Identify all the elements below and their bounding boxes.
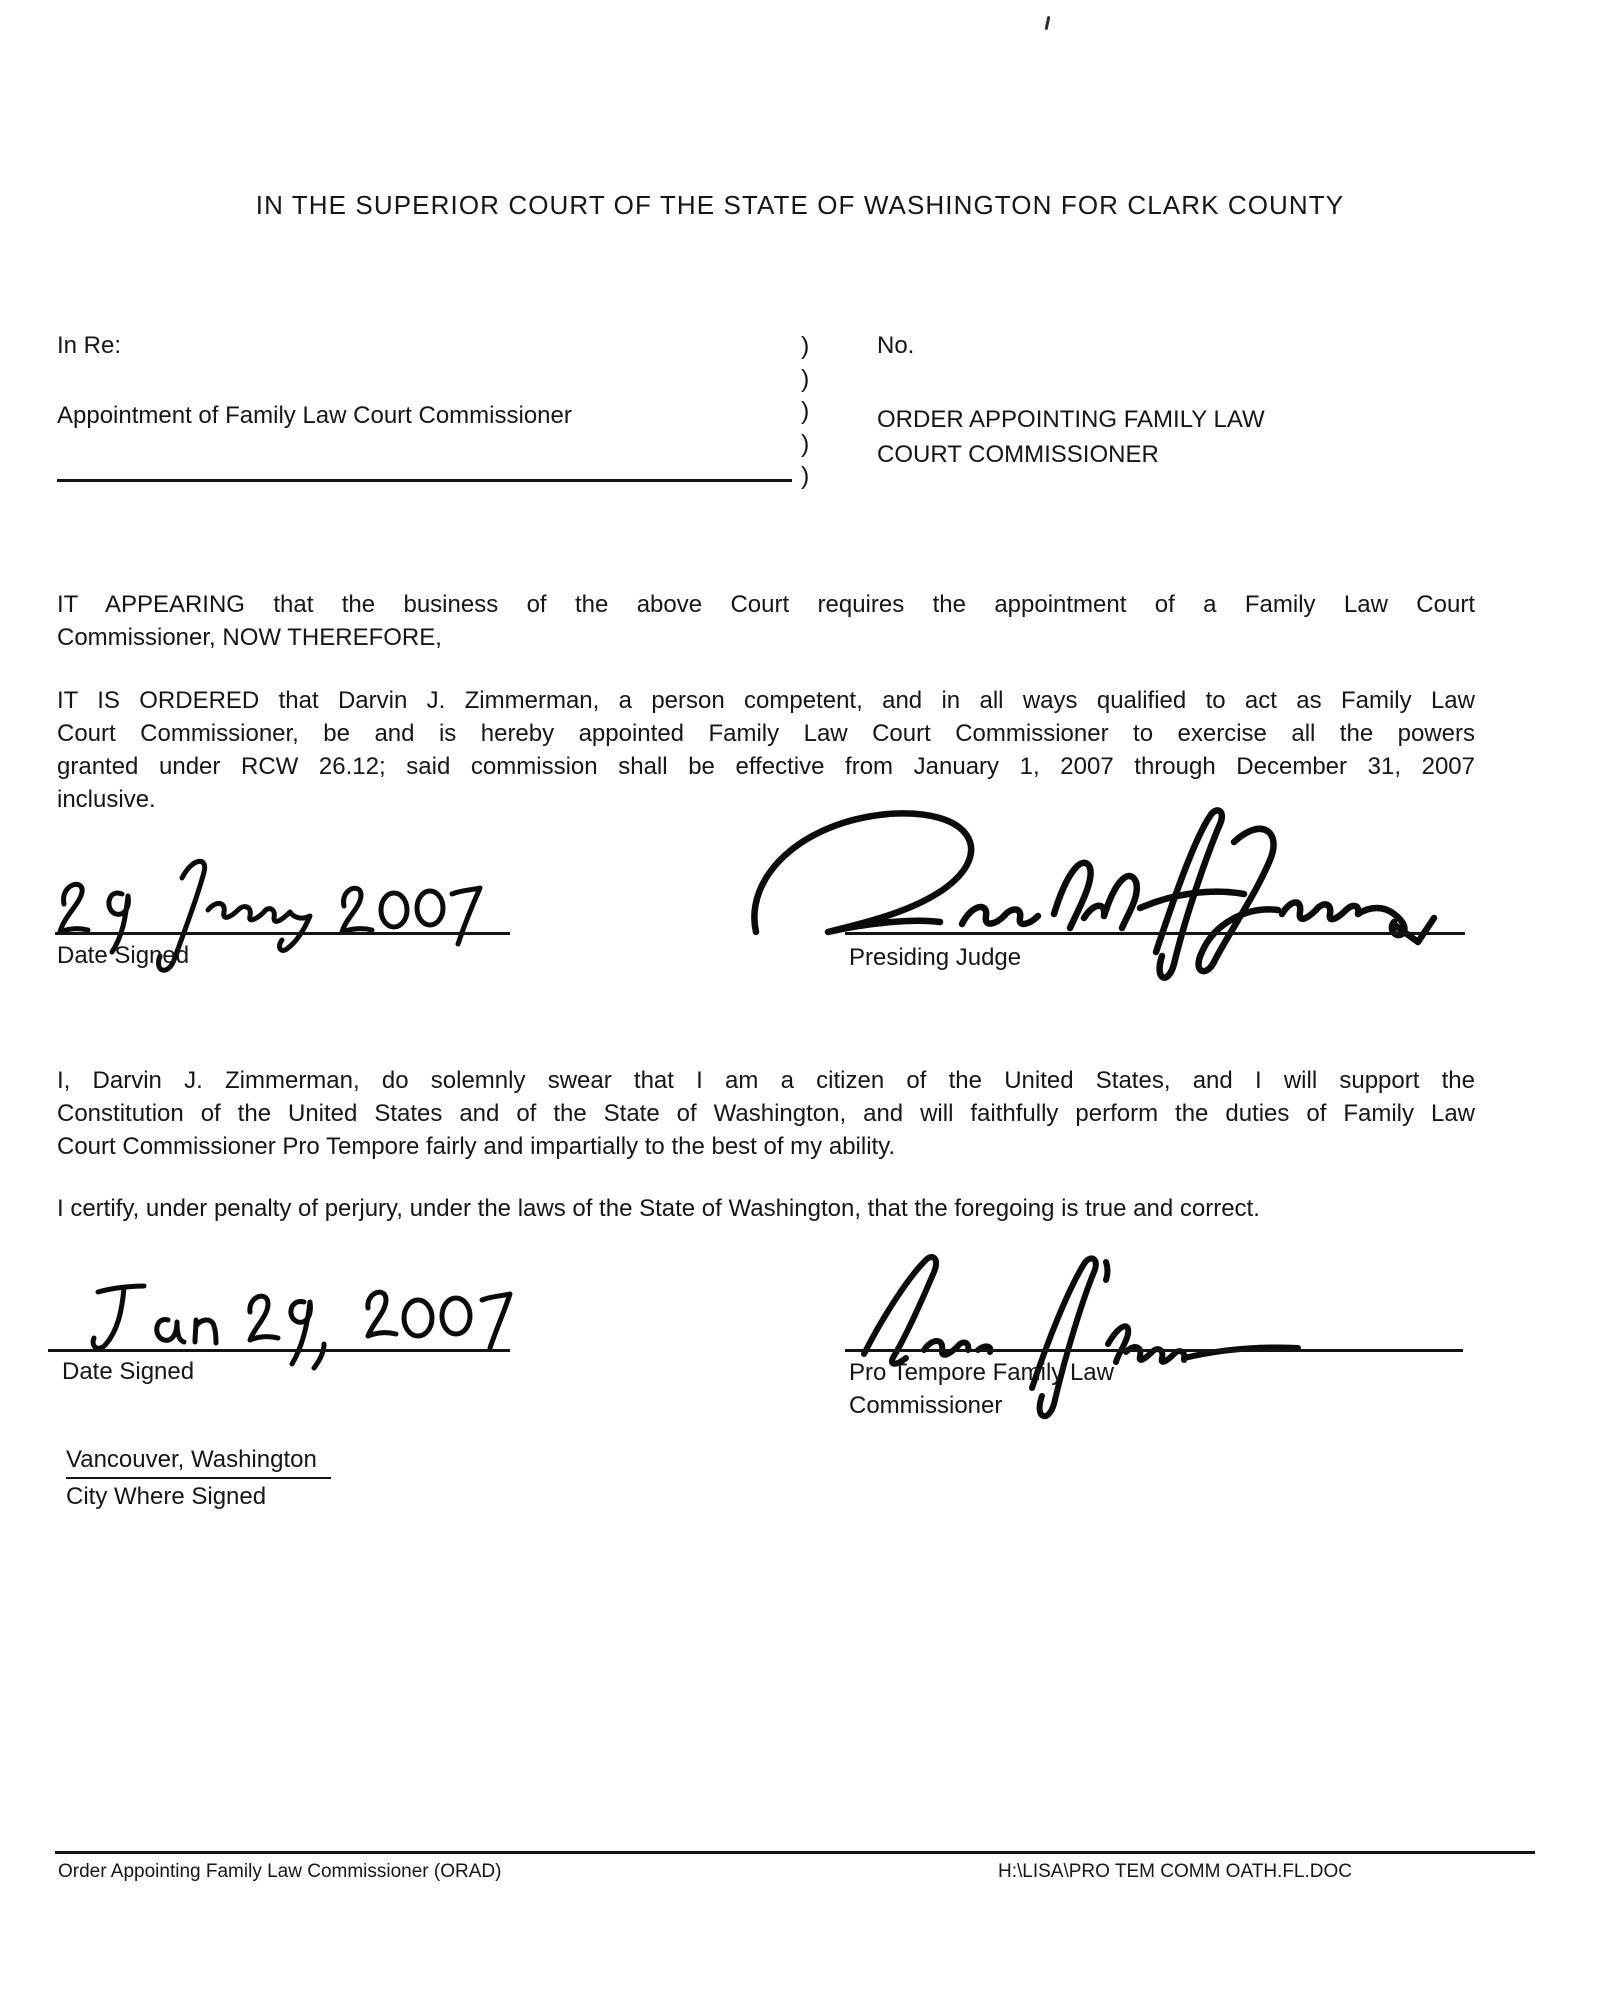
order-date-signed-label: Date Signed: [57, 942, 190, 969]
paren-glyph: ): [801, 332, 810, 360]
paragraph-oath: [57, 1064, 1475, 1163]
commissioner-label-line: Pro Tempore Family Law: [849, 1359, 1114, 1386]
city-signed-label: City Where Signed: [66, 1483, 267, 1510]
in-re-label: In Re:: [57, 332, 122, 359]
order-title: [877, 402, 1265, 472]
commissioner-label: [849, 1356, 1114, 1422]
presiding-judge-label: Presiding Judge: [849, 944, 1022, 971]
text-line: Court Commissioner Pro Tempore fairly and impartially to the best of my ability.: [57, 1133, 896, 1160]
text-line: Constitution of the United States and of the State of Washington, and will faithfully perform the duties of Family Law: [57, 1100, 1475, 1127]
text-line: Court Commissioner, be and is hereby appointed Family Law Court Commissioner to exercise all the powers: [57, 720, 1475, 747]
paren-glyph: ): [801, 429, 810, 458]
text-line: Commissioner, NOW THEREFORE,: [57, 624, 442, 651]
paragraph-certify: I certify, under penalty of perjury, under the laws of the State of Washington, that the foregoing is true and correct.: [57, 1195, 1260, 1222]
text-line: inclusive.: [57, 786, 156, 813]
text-line: I, Darvin J. Zimmerman, do solemnly swear that I am a citizen of the United States, and I will support the: [57, 1067, 1475, 1094]
city-signed-value: Vancouver, Washington: [66, 1446, 331, 1479]
text-line: IT APPEARING that the business of the above Court requires the appointment of a Family Law Court: [57, 591, 1475, 618]
paren-glyph: ): [801, 462, 810, 490]
scan-speck: [1045, 16, 1051, 30]
paragraph-it-appearing: [57, 588, 1475, 654]
order-date-line: [55, 932, 510, 935]
caption-underline: [57, 479, 792, 482]
footer-document-name: Order Appointing Family Law Commissioner (ORAD): [58, 1861, 502, 1882]
text-line: IT IS ORDERED that Darvin J. Zimmerman, a person competent, and in all ways qualified to act as Family Law: [57, 687, 1475, 714]
oath-date-line: [48, 1349, 510, 1352]
paren-glyph: ): [801, 397, 810, 425]
presiding-judge-signature-handwriting: [736, 806, 1476, 1006]
footer-rule: [55, 1851, 1535, 1854]
court-title: IN THE SUPERIOR COURT OF THE STATE OF WASHINGTON FOR CLARK COUNTY: [255, 190, 1345, 220]
caption-paren-column: [801, 330, 809, 493]
commissioner-signature-line: [845, 1349, 1463, 1352]
judge-signature-line: [845, 932, 1465, 935]
paragraph-it-is-ordered: [57, 684, 1475, 816]
case-number-label: No.: [877, 332, 915, 359]
order-title-line: COURT COMMISSIONER: [877, 441, 1159, 468]
paren-glyph: ): [801, 364, 810, 393]
order-title-line: ORDER APPOINTING FAMILY LAW: [877, 406, 1265, 433]
commissioner-label-line: Commissioner: [849, 1392, 1003, 1419]
oath-date-signed-label: Date Signed: [62, 1358, 195, 1385]
case-matter: Appointment of Family Law Court Commissioner: [57, 402, 572, 429]
footer-file-path: H:\LISA\PRO TEM COMM OATH.FL.DOC: [998, 1861, 1352, 1882]
text-line: granted under RCW 26.12; said commission shall be effective from January 1, 2007 through December 31, 2007: [57, 753, 1475, 780]
